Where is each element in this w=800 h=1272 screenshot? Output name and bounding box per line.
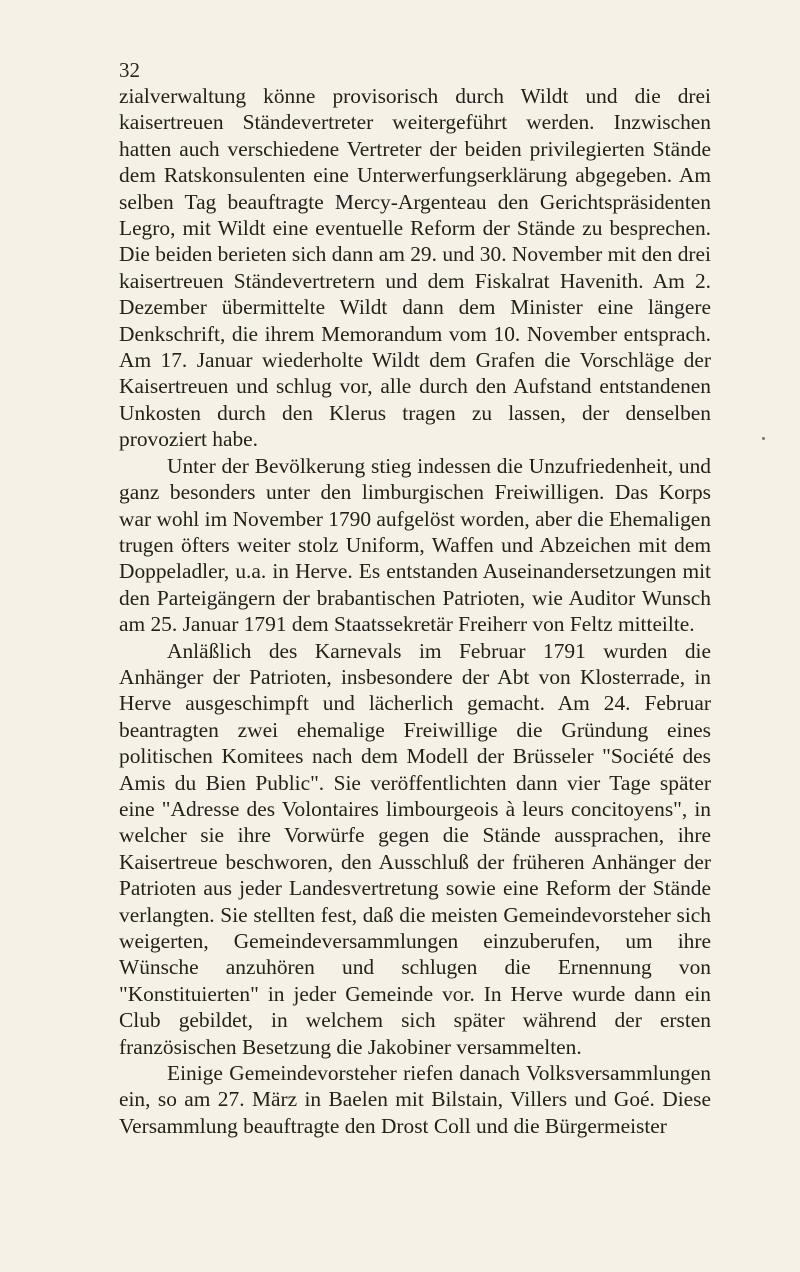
body-text <box>119 83 711 1139</box>
page-number: 32 <box>119 58 140 82</box>
paragraph-1: zialverwaltung könne provisorisch durch Wildt und die drei kaisertreuen Ständevertreter weitergeführt werden. Inzwischen hatten auch verschiedene Vertreter der beiden privilegierten Stände dem Ratskonsulenten eine Unterwerfungserklärung abgegeben. Am selben Tag beauftragte Mercy-Argenteau den Gerichtspräsidenten Legro, mit Wildt eine eventuelle Reform der Stände zu besprechen. Die beiden berieten sich dann am 29. und 30. November mit den drei kaisertreuen Ständevertretern und dem Fiskalrat Havenith. Am 2. Dezember übermittelte Wildt dann dem Minister eine längere Denkschrift, die ihrem Memorandum vom 10. November entsprach. Am 17. Januar wiederholte Wildt dem Grafen die Vorschläge der Kaisertreuen und schlug vor, alle durch den Aufstand entstandenen Unkosten durch den Klerus tragen zu lassen, der denselben provoziert habe. <box>119 84 711 452</box>
paragraph-4: Einige Gemeindevorsteher riefen danach Volksversammlungen ein, so am 27. März in Baelen mit Bilstain, Villers und Goé. Diese Versammlung beauftragte den Drost Coll und die Bürgermeister <box>119 1061 711 1138</box>
speck-mark <box>762 437 765 440</box>
paragraph-2: Unter der Bevölkerung stieg indessen die Unzufriedenheit, und ganz besonders unter den limburgischen Freiwilligen. Das Korps war wohl im November 1790 aufgelöst worden, aber die Ehemaligen trugen öfters weiter stolz Uniform, Waffen und Abzeichen mit dem Doppeladler, u.a. in Herve. Es entstanden Auseinandersetzungen mit den Parteigängern der brabantischen Patrioten, wie Auditor Wunsch am 25. Januar 1791 dem Staatssekretär Freiherr von Feltz mitteilte. <box>119 453 711 637</box>
paragraph-3: Anläßlich des Karnevals im Februar 1791 wurden die Anhänger der Patrioten, insbesondere der Abt von Klosterrade, in Herve ausgeschimpft und lächerlich gemacht. Am 24. Februar beantragten zwei ehemalige Freiwillige die Gründung eines politischen Komitees nach dem Modell der Brüsseler "Société des Amis du Bien Public". Sie veröffentlichten dann vier Tage später eine "Adresse des Volontaires limbourgeois à leurs concitoyens", in welcher sie ihre Vorwürfe gegen die Stände aussprachen, ihre Kaisertreue beschworen, den Ausschluß der früheren Anhänger der Patrioten aus jeder Landesvertretung sowie eine Reform der Stände verlangten. Sie stellten fest, daß die meisten Gemeindevorsteher sich weigerten, Gemeindeversammlungen einzuberufen, um ihre Wünsche anzuhören und schlugen die Ernennung von "Konstituierten" in jeder Gemeinde vor. In Herve wurde dann ein Club gebildet, in welchem sich später während der ersten französischen Besetzung die Jakobiner versammelten. <box>119 638 711 1059</box>
